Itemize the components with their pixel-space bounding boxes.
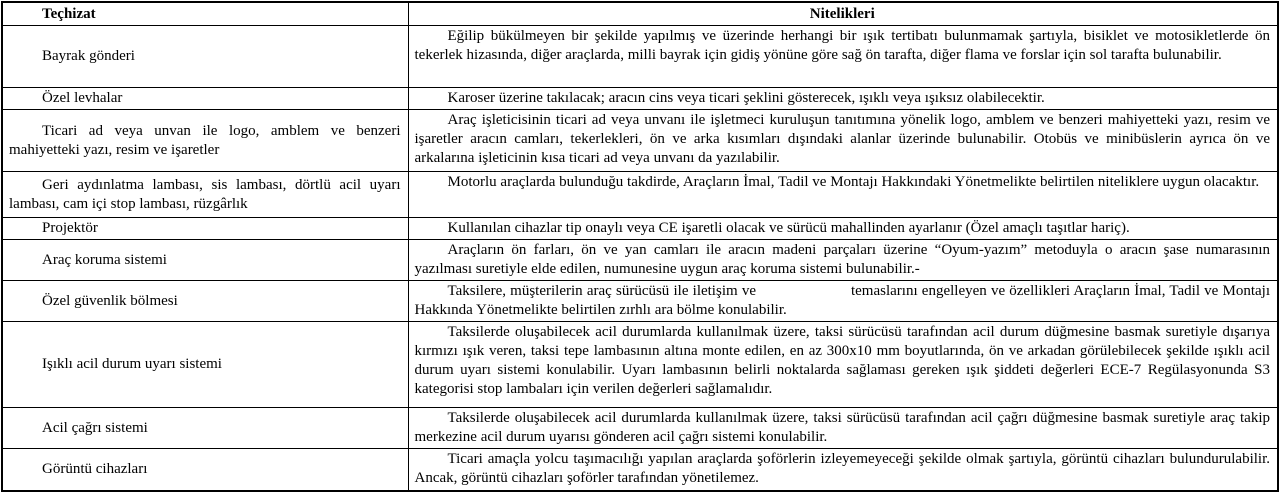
qualities-column-header: Nitelikleri [408,2,1278,26]
table-row [2,88,1278,110]
table-row [2,322,1278,408]
qualities-text-before-gap: Taksilere, müşterilerin araç sürücüsü ile iletişim ve [447,283,756,299]
table-row [2,110,1278,172]
blank-gap [756,294,851,295]
equipment-cell: Araç koruma sistemi [2,240,408,281]
qualities-cell: Motorlu araçlarda bulunduğu takdirde, Araçların İmal, Tadil ve Montajı Hakkındaki Yönetmelikte belirtilen niteliklere uygun olacaktır. [408,172,1278,218]
equipment-cell: Görüntü cihazları [2,449,408,491]
qualities-cell: Kullanılan cihazlar tip onaylı veya CE işaretli olacak ve sürücü mahallinden ayarlanır (Özel amaçlı taşıtlar hariç). [408,218,1278,240]
equipment-cell: Ticari ad veya unvan ile logo, amblem ve benzeri mahiyetteki yazı, resim ve işaretler [2,110,408,172]
table-row [2,281,1278,322]
table-row [2,172,1278,218]
qualities-cell: Araç işleticisinin ticari ad veya unvanı ile işletmeci kuruluşun tanıtımına yönelik logo, amblem ve benzeri mahiyetteki yazı, resim ve işaretler aracın camları, tekerlekleri, ön ve arka kısımları dışındaki alanlar üzerinde bulunabilir. Otobüs ve minibüslerin ayrıca ön ve arkalarına işleticinin kısa ticari ad veya unvanı da yazılabilir. [408,110,1278,172]
qualities-cell: Taksilerde oluşabilecek acil durumlarda kullanılmak üzere, taksi sürücüsü tarafından acil çağrı düğmesine basmak suretiyle araç takip merkezine acil durum uyarısı gönderen acil çağrı sistemi konulabilir. [408,408,1278,449]
qualities-cell [408,281,1278,322]
table-row [2,408,1278,449]
equipment-cell: Bayrak gönderi [2,26,408,88]
qualities-cell: Taksilerde oluşabilecek acil durumlarda kullanılmak üzere, taksi sürücüsü tarafından acil durum düğmesine basmak suretiyle dışarıya kırmızı ışık veren, taksi tepe lambasının altına monte edilen, en az 300x10 mm boyutlarında, ön ve arkadan görülebilecek şekilde ışıklı acil durum uyarı sistemi konulabilir. Uyarı lambasının belirli noktalarda sağlaması gereken ışık şiddeti değerleri ECE-7 Regülasyonunda S3 kategorisi stop lambaları için verilen değerleri sağlamalıdır. [408,322,1278,408]
qualities-text-after-gap: temaslarını engelleyen ve özellikleri Araçların İmal, Tadil ve Montajı Hakkında Yönetmelikte belirtilen zırhlı ara bölme konulabilir. [414,283,1270,318]
qualities-cell: Ticari amaçla yolcu taşımacılığı yapılan araçlarda şoförlerin izleyemeyeceği şekilde olmak şartıyla, görüntü cihazları bulundurulabilir. Ancak, görüntü cihazları şoförler tarafından yönetilemez. [408,449,1278,491]
equipment-cell: Özel levhalar [2,88,408,110]
qualities-cell: Eğilip bükülmeyen bir şekilde yapılmış ve üzerinde herhangi bir ışık tertibatı bulunmamak şartıyla, bisiklet ve motosikletlerde ön tekerlek hizasında, diğer araçlarda, milli bayrak için gidiş yönüne göre sağ ön tarafta, diğer flama ve forslar için sol tarafta bulunabilir. [408,26,1278,88]
equipment-cell: Geri aydınlatma lambası, sis lambası, dörtlü acil uyarı lambası, cam içi stop lambası, rüzgârlık [2,172,408,218]
equipment-column-header: Teçhizat [2,2,408,26]
qualities-cell: Araçların ön farları, ön ve yan camları ile aracın madeni parçaları üzerine “Oyum-yazım” metoduyla o aracın şase numarasının yazılması suretiyle elde edilen, numunesine uygun araç koruma sistemi bulunabilir.- [408,240,1278,281]
qualities-cell: Karoser üzerine takılacak; aracın cins veya ticari şeklini gösterecek, ışıklı veya ışıksız olabilecektir. [408,88,1278,110]
equipment-qualities-table [1,1,1279,492]
table-row [2,449,1278,491]
table-row [2,218,1278,240]
equipment-cell: Işıklı acil durum uyarı sistemi [2,322,408,408]
header-row [2,2,1278,26]
equipment-cell: Projektör [2,218,408,240]
equipment-cell: Özel güvenlik bölmesi [2,281,408,322]
equipment-cell: Acil çağrı sistemi [2,408,408,449]
table-row [2,240,1278,281]
table-row [2,26,1278,88]
